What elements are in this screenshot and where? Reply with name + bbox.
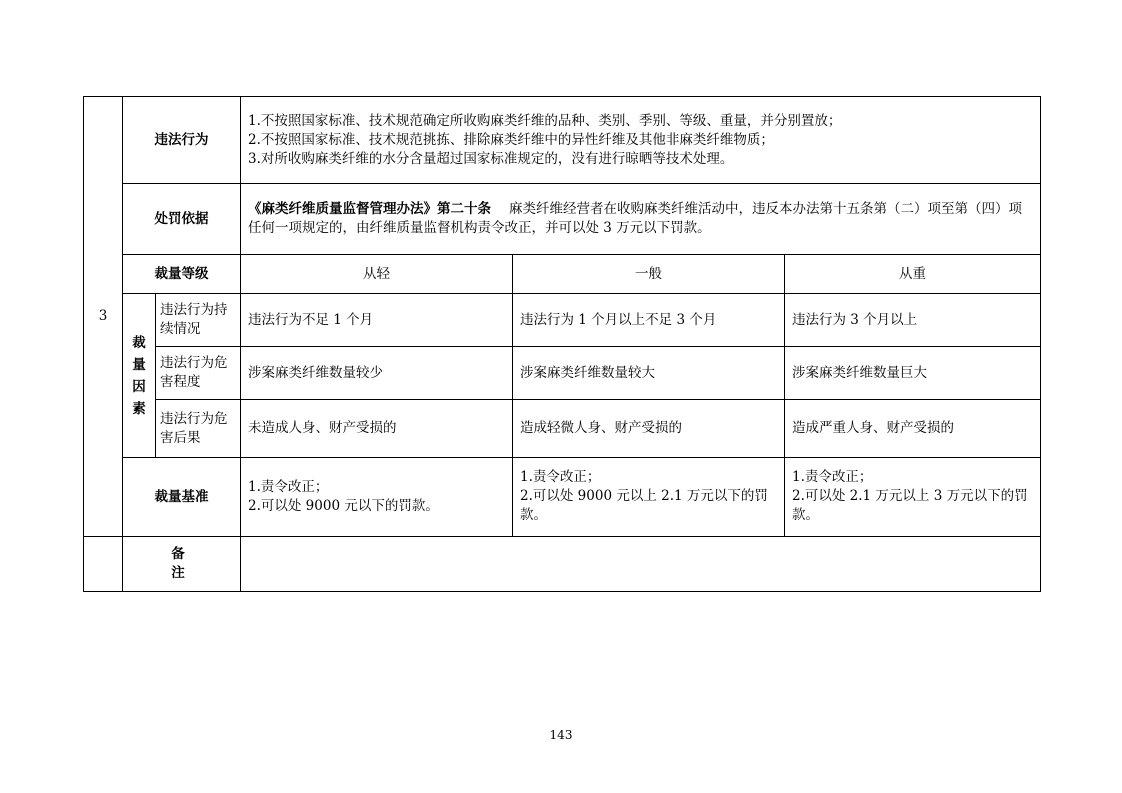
factor-value-heavy: 违法行为 3 个月以上 <box>785 294 1041 347</box>
basis-content <box>241 184 1041 255</box>
factors-label: 裁 量 因 素 <box>123 294 156 458</box>
penalty-discretion-table <box>83 96 1041 592</box>
basis-label: 处罚依据 <box>123 184 241 255</box>
page-number: 143 <box>549 728 573 742</box>
factor-name: 违法行为危害后果 <box>156 400 241 458</box>
factor-value-light: 违法行为不足 1 个月 <box>241 294 513 347</box>
violation-row <box>84 97 1041 184</box>
factor-value-heavy: 涉案麻类纤维数量巨大 <box>785 347 1041 400</box>
law-title: 《麻类纤维质量监督管理办法》第二十条 <box>248 201 491 217</box>
standard-light: 1.责令改正； 2.可以处 9000 元以下的罚款。 <box>241 458 513 537</box>
standard-row <box>84 458 1041 537</box>
standard-normal: 1.责令改正； 2.可以处 9000 元以上 2.1 万元以下的罚款。 <box>513 458 785 537</box>
factor-row <box>84 400 1041 458</box>
grade-heavy: 从重 <box>785 255 1041 294</box>
note-label: 备注 <box>123 537 241 592</box>
violation-item: 3.对所收购麻类纤维的水分含量超过国家标准规定的，没有进行晾晒等技术处理。 <box>248 150 734 167</box>
row-number: 3 <box>84 97 123 537</box>
factor-value-heavy: 造成严重人身、财产受损的 <box>785 400 1041 458</box>
basis-text: 麻类纤维经营者在收购麻类纤维活动中，违反本办法第十五条第（二）项至第（四）项任何一项规定的，由纤维质量监督机构责令改正，并可以处 3 万元以下罚款。 <box>248 201 1022 236</box>
grade-label: 裁量等级 <box>123 255 241 294</box>
standard-heavy: 1.责令改正； 2.可以处 2.1 万元以上 3 万元以下的罚款。 <box>785 458 1041 537</box>
factor-name: 违法行为危害程度 <box>156 347 241 400</box>
violation-item: 1.不按照国家标准、技术规范确定所收购麻类纤维的品种、类别、季别、等级、重量，并分别置放； <box>248 112 842 129</box>
grade-row <box>84 255 1041 294</box>
factor-value-normal: 涉案麻类纤维数量较大 <box>513 347 785 400</box>
grade-normal: 一般 <box>513 255 785 294</box>
standard-label: 裁量基准 <box>123 458 241 537</box>
factor-row <box>84 294 1041 347</box>
grade-light: 从轻 <box>241 255 513 294</box>
violation-label: 违法行为 <box>123 97 241 184</box>
factor-value-light: 未造成人身、财产受损的 <box>241 400 513 458</box>
basis-row <box>84 184 1041 255</box>
note-content <box>241 537 1041 592</box>
factor-row <box>84 347 1041 400</box>
factor-value-normal: 违法行为 1 个月以上不足 3 个月 <box>513 294 785 347</box>
violation-item: 2.不按照国家标准、技术规范挑拣、排除麻类纤维中的异性纤维及其他非麻类纤维物质； <box>248 131 774 148</box>
note-row <box>84 537 1041 592</box>
factor-name: 违法行为持续情况 <box>156 294 241 347</box>
factor-value-normal: 造成轻微人身、财产受损的 <box>513 400 785 458</box>
violation-content <box>241 97 1041 184</box>
factor-value-light: 涉案麻类纤维数量较少 <box>241 347 513 400</box>
